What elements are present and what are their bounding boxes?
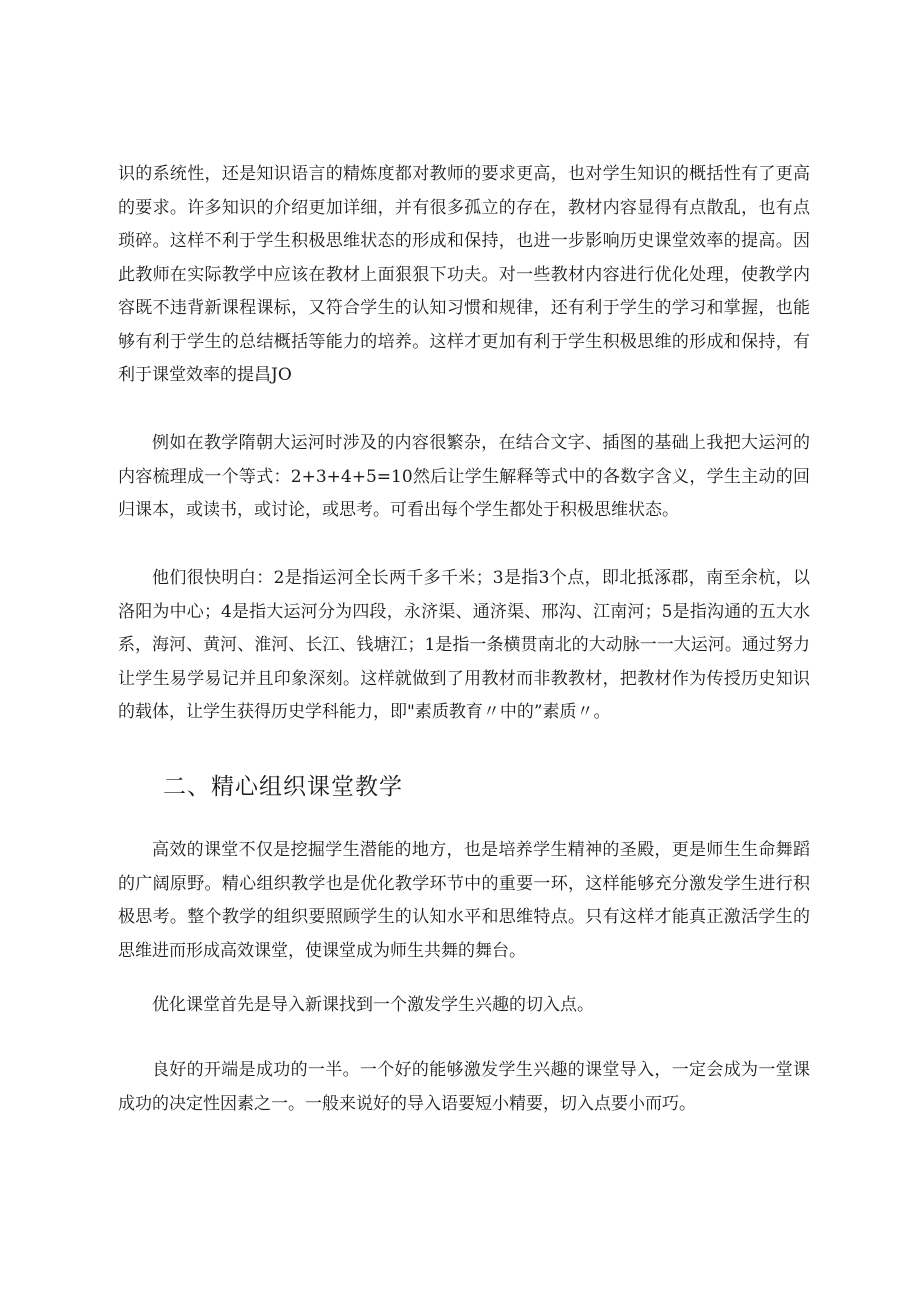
paragraph-efficient-classroom: 高效的课堂不仅是挖掘学生潜能的地方，也是培养学生精神的圣殿，更是师生生命舞蹈的广阔原野。精心组织教学也是优化教学环节中的重要一环，这样能够充分激发学生进行积极思考。整个教学的组织要照顾学生的认知水平和思维特点。只有这样才能真正激活学生的思维进而形成高效课堂，使课堂成为师生共舞的舞台。 — [118, 840, 810, 961]
paragraph-equation-explanation: 他们很快明白：2是指运河全长两千多千米；3是指3个点，即北抵涿郡，南至余杭，以洛阳为中心；4是指大运河分为四段，永济渠、通济渠、邢沟、江南河；5是指沟通的五大水系，海河、黄河、淮河、长江、钱塘江；1是指一条横贯南北的大动脉一一大运河。通过努力让学生易学易记并且印象深刻。这样就做到了用教材而非教教材，把教材作为传授历史知识的载体，让学生获得历史学科能力，即"素质教育〃中的”素质〃。 — [118, 568, 810, 722]
paragraph-lesson-introduction: 优化课堂首先是导入新课找到一个激发学生兴趣的切入点。 — [152, 995, 594, 1015]
paragraph-good-beginning: 良好的开端是成功的一半。一个好的能够激发学生兴趣的课堂导入，一定会成为一堂课成功的决定性因素之一。一般来说好的导入语要短小精要，切入点要小而巧。 — [118, 1060, 810, 1114]
section-heading: 二、精心组织课堂教学 — [163, 774, 403, 800]
paragraph-grand-canal-example: 例如在教学隋朝大运河时涉及的内容很繁杂，在结合文字、插图的基础上我把大运河的内容梳理成一个等式：2+3+4+5=10然后让学生解释等式中的各数字含义，学生主动的回归课本，或读书，或讨论，或思考。可看出每个学生都处于积极思维状态。 — [118, 433, 810, 520]
paragraph-textbook-optimization: 识的系统性，还是知识语言的精炼度都对教师的要求更高，也对学生知识的概括性有了更高的要求。许多知识的介绍更加详细，并有很多孤立的存在，教材内容显得有点散乱，也有点琐碎。这样不利于学生积极思维状态的形成和保持，也进一步影响历史课堂效率的提高。因此教师在实际教学中应该在教材上面狠狠下功夫。对一些教材内容进行优化处理，使教学内容既不违背新课程课标，又符合学生的认知习惯和规律，还有利于学生的学习和掌握，也能够有利于学生的总结概括等能力的培养。这样才更加有利于学生积极思维的形成和保持，有利于课堂效率的提昌JO — [118, 164, 810, 385]
